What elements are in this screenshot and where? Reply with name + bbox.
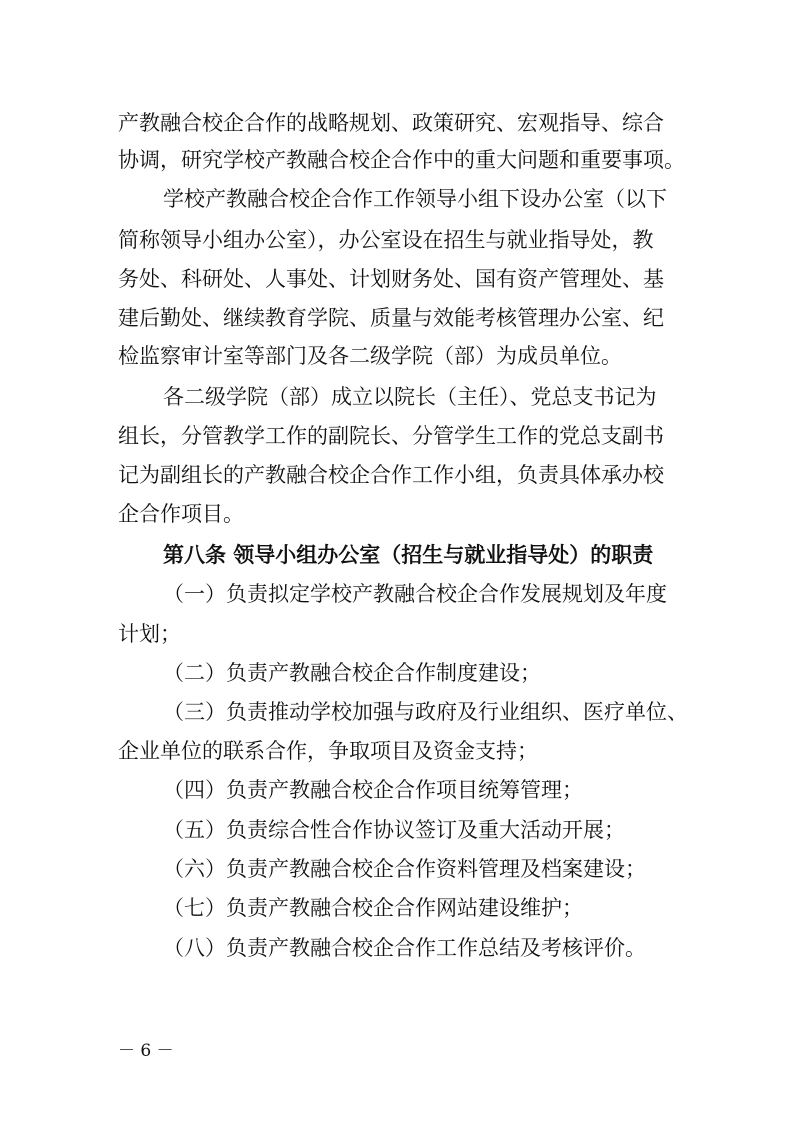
paragraph-line-4: 简称领导小组办公室），办公室设在招生与就业指导处，教 bbox=[118, 228, 654, 252]
duty-item-6: （六）负责产教融合校企合作资料管理及档案建设； bbox=[163, 857, 646, 881]
paragraph-line-2: 协调，研究学校产教融合校企合作中的重大问题和重要事项。 bbox=[118, 148, 685, 172]
paragraph-line-5: 务处、科研处、人事处、计划财务处、国有资产管理处、基 bbox=[118, 267, 664, 291]
duty-item-3-continuation: 企业单位的联系合作，争取项目及资金支持； bbox=[118, 739, 538, 763]
duty-item-2: （二）负责产教融合校企合作制度建设； bbox=[163, 661, 541, 685]
duty-item-1: （一）负责拟定学校产教融合校企合作发展规划及年度 bbox=[163, 582, 667, 606]
paragraph-line-8: 各二级学院（部）成立以院长（主任）、党总支书记为 bbox=[163, 385, 657, 409]
paragraph-line-9: 组长，分管教学工作的副院长、分管学生工作的党总支副书 bbox=[118, 424, 664, 448]
duty-item-5: （五）负责综合性合作协议签订及重大活动开展； bbox=[163, 818, 625, 842]
paragraph-line-1: 产教融合校企合作的战略规划、政策研究、宏观指导、综合 bbox=[118, 111, 664, 135]
paragraph-line-10: 记为副组长的产教融合校企合作工作小组，负责具体承办校 bbox=[118, 463, 664, 487]
paragraph-line-7: 检监察审计室等部门及各二级学院（部）为成员单位。 bbox=[118, 344, 622, 368]
duty-item-8: （八）负责产教融合校企合作工作总结及考核评价。 bbox=[163, 936, 646, 960]
paragraph-line-6: 建后勤处、继续教育学院、质量与效能考核管理办公室、纪 bbox=[118, 306, 664, 330]
paragraph-line-11: 企合作项目。 bbox=[118, 502, 244, 526]
paragraph-line-3: 学校产教融合校企合作工作领导小组下设办公室（以下 bbox=[163, 187, 667, 211]
duty-item-7: （七）负责产教融合校企合作网站建设维护； bbox=[163, 896, 583, 920]
duty-item-4: （四）负责产教融合校企合作项目统筹管理； bbox=[163, 778, 583, 802]
page-number: － 6 － bbox=[118, 1041, 174, 1061]
article-heading: 第八条 领导小组办公室（招生与就业指导处）的职责 bbox=[163, 543, 654, 567]
duty-item-3: （三）负责推动学校加强与政府及行业组织、医疗单位、 bbox=[163, 700, 688, 724]
duty-item-1-continuation: 计划； bbox=[118, 622, 181, 646]
